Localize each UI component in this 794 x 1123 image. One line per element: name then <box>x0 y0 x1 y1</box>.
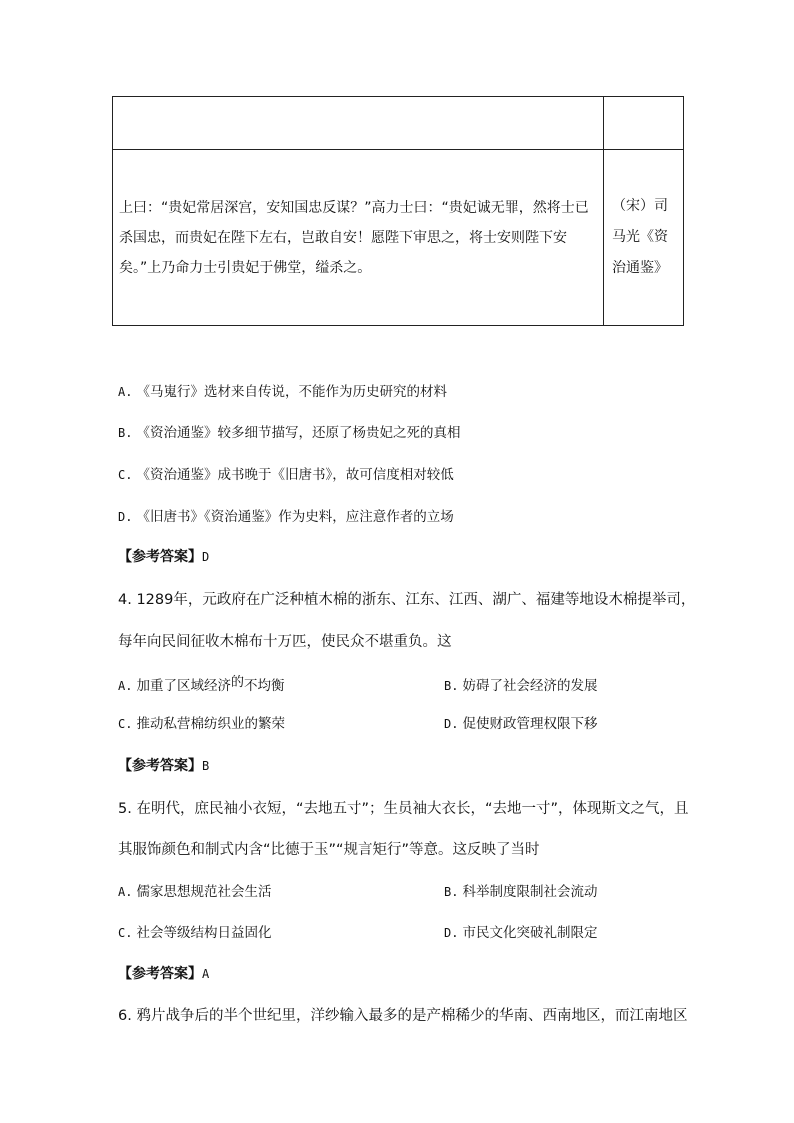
option-letter: C. <box>118 926 133 940</box>
q4-option-d <box>444 712 597 732</box>
answer-value: A <box>202 967 210 981</box>
option-text-sup: 的 <box>230 675 244 690</box>
quote-cell: 上曰：“贵妃常居深宫，安知国忠反谋？”高力士曰：“贵妃诚无罪，然将士已杀国忠，而贵妃在陛下左右，岂敢自安！愿陛下审思之，将士安则陛下安矣。”上乃命力士引贵妃于佛堂，缢杀之。 <box>113 150 604 326</box>
source-cell: （宋）司马光《资治通鉴》 <box>604 150 684 326</box>
option-text: 《资治通鉴》成书晚于《旧唐书》，故可信度相对较低 <box>136 467 454 483</box>
option-text: 不均衡 <box>243 678 285 694</box>
option-letter: B. <box>444 885 459 899</box>
option-text: 《马嵬行》选材来自传说，不能作为历史研究的材料 <box>136 384 447 400</box>
q5-stem-line1: 5. 在明代，庶民袖小衣短，“去地五寸”；生员袖大衣长，“去地一寸”，体现斯文之气，且 <box>118 801 689 817</box>
option-text: 加重了区域经济 <box>136 678 231 694</box>
q4-option-b <box>444 674 597 694</box>
option-text: 社会等级结构日益固化 <box>136 925 272 941</box>
q3-option-a <box>118 380 447 400</box>
option-letter: A. <box>118 385 133 399</box>
option-text: 促使财政管理权限下移 <box>462 716 598 732</box>
option-letter: B. <box>118 426 133 440</box>
option-letter: D. <box>444 926 459 940</box>
option-letter: A. <box>118 679 133 693</box>
answer-value: D <box>202 550 210 564</box>
option-letter: D. <box>118 510 133 524</box>
q4-option-c <box>118 712 285 732</box>
source-table <box>112 96 684 326</box>
q5-option-d <box>444 921 597 941</box>
q4-stem-line1: 4. 1289年，元政府在广泛种植木棉的浙东、江东、江西、湖广、福建等地设木棉提举司， <box>118 592 696 608</box>
q5-stem-line2: 其服饰颜色和制式内含“比德于玉”“规言矩行”等意。这反映了当时 <box>118 842 540 858</box>
q6-stem-line1: 6. 鸦片战争后的半个世纪里，洋纱输入最多的是产棉稀少的华南、西南地区，而江南地区 <box>118 1008 688 1024</box>
answer-label: 【参考答案】 <box>118 966 202 982</box>
q3-option-c <box>118 463 454 483</box>
option-text: 市民文化突破礼制限定 <box>462 925 598 941</box>
option-text: 妨碍了社会经济的发展 <box>462 678 598 694</box>
answer-label: 【参考答案】 <box>118 758 202 774</box>
empty-cell <box>604 97 684 150</box>
q5-option-c <box>118 921 271 941</box>
q4-stem-line2: 每年向民间征收木棉布十万匹，使民众不堪重负。这 <box>118 634 452 650</box>
q5-option-b <box>444 880 597 900</box>
q5-answer <box>118 963 209 983</box>
q3-option-d <box>118 505 454 525</box>
q3-answer <box>118 546 209 566</box>
q3-option-b <box>118 421 460 441</box>
q4-option-a <box>118 674 284 694</box>
answer-value: B <box>202 759 210 773</box>
option-letter: B. <box>444 679 459 693</box>
table-row-empty <box>113 97 684 150</box>
option-letter: C. <box>118 468 133 482</box>
q4-answer <box>118 755 209 775</box>
empty-cell <box>113 97 604 150</box>
option-text: 科举制度限制社会流动 <box>462 884 598 900</box>
option-text: 《旧唐书》《资治通鉴》作为史料，应注意作者的立场 <box>136 509 454 525</box>
option-text: 推动私营棉纺织业的繁荣 <box>136 716 285 732</box>
option-text: 《资治通鉴》较多细节描写，还原了杨贵妃之死的真相 <box>136 425 461 441</box>
option-letter: C. <box>118 717 133 731</box>
answer-label: 【参考答案】 <box>118 549 202 565</box>
option-letter: D. <box>444 717 459 731</box>
option-letter: A. <box>118 885 133 899</box>
q5-option-a <box>118 880 271 900</box>
option-text: 儒家思想规范社会生活 <box>136 884 272 900</box>
table-row-quote <box>113 150 684 326</box>
